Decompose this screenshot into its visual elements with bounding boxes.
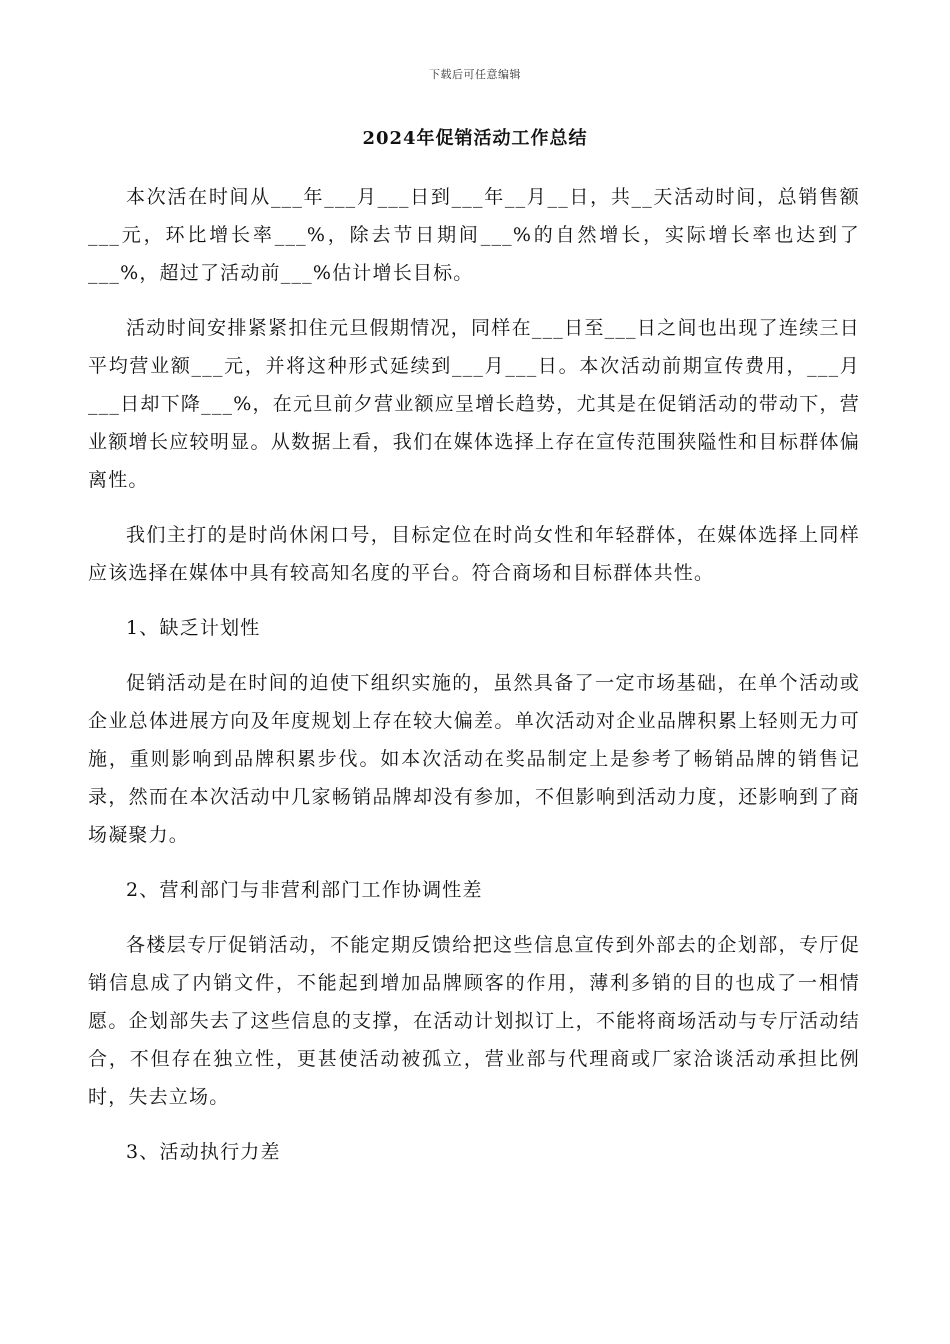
paragraph-summary: 本次活在时间从___年___月___日到___年__月__日，共__天活动时间，总销售额___元，环比增长率___%，除去节日期间___%的自然增长，实际增长率也达到了___%，超过了活动前___%估计增长目标。: [88, 186, 860, 284]
document-title: 2024年促销活动工作总结: [362, 128, 588, 149]
header-note: 下载后可任意编辑: [429, 68, 521, 81]
paragraph-coordination: 各楼层专厅促销活动，不能定期反馈给把这些信息宣传到外部去的企划部，专厅促销信息成了内销文件，不能起到增加品牌顾客的作用，薄利多销的目的也成了一相情愿。企划部失去了这些信息的支撑，在活动计划拟订上，不能将商场活动与专厅活动结合，不但存在独立性，更甚使活动被孤立，营业部与代理商或厂家洽谈活动承担比例时，失去立场。: [88, 934, 860, 1108]
paragraph-planning: 促销活动是在时间的迫使下组织实施的，虽然具备了一定市场基础，在单个活动或企业总体进展方向及年度规划上存在较大偏差。单次活动对企业品牌积累上轻则无力可施，重则影响到品牌积累步伐。如本次活动在奖品制定上是参考了畅销品牌的销售记录，然而在本次活动中几家畅销品牌却没有参加，不但影响到活动力度，还影响到了商场凝聚力。: [88, 672, 860, 846]
paragraph-timing: 活动时间安排紧紧扣住元旦假期情况，同样在___日至___日之间也出现了连续三日平均营业额___元，并将这种形式延续到___月___日。本次活动前期宣传费用，___月___日却下降___%，在元旦前夕营业额应呈增长趋势，尤其是在促销活动的带动下，营业额增长应较明显。从数据上看，我们在媒体选择上存在宣传范围狭隘性和目标群体偏离性。: [88, 317, 860, 491]
paragraph-positioning: 我们主打的是时尚休闲口号，目标定位在时尚女性和年轻群体，在媒体选择上同样应该选择在媒体中具有较高知名度的平台。符合商场和目标群体共性。: [88, 524, 860, 584]
document-body: [88, 178, 860, 1171]
section-heading-3: 3、活动执行力差: [126, 1141, 281, 1163]
section-heading-1: 1、缺乏计划性: [126, 617, 261, 639]
section-heading-2: 2、营利部门与非营利部门工作协调性差: [126, 879, 483, 901]
